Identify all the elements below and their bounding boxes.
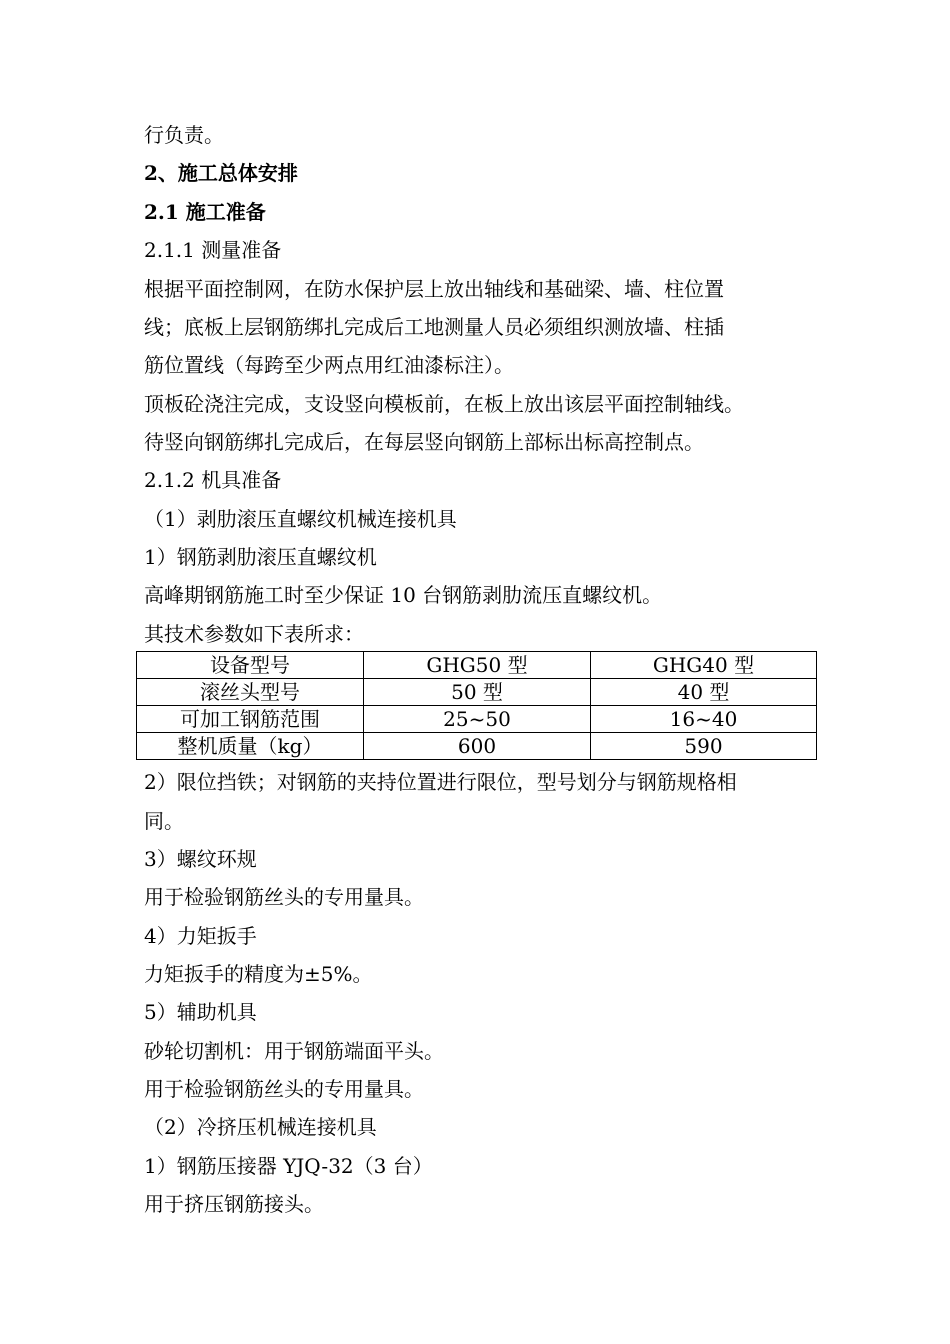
text-line: 同。 [144, 809, 184, 833]
table-row [137, 679, 817, 706]
table-cell: 可加工钢筋范围 [137, 706, 364, 733]
table-cell: 整机质量（kg） [137, 733, 364, 760]
text-line: 3）螺纹环规 [144, 847, 257, 871]
table-header-row [137, 652, 817, 679]
table-cell: 25~50 [364, 706, 591, 733]
text-line: 1）钢筋压接器 YJQ-32（3 台） [144, 1154, 433, 1178]
text-line: 线；底板上层钢筋绑扎完成后工地测量人员必须组织测放墙、柱插 [144, 315, 724, 339]
text-line: 根据平面控制网，在防水保护层上放出轴线和基础梁、墙、柱位置 [144, 277, 724, 301]
text-line: 筋位置线（每跨至少两点用红油漆标注）。 [144, 353, 514, 377]
table-header-cell: GHG40 型 [591, 652, 817, 679]
table-row [137, 706, 817, 733]
sub-subsection-heading: 2.1.1 测量准备 [144, 238, 282, 262]
text-line: （2）冷挤压机械连接机具 [144, 1115, 377, 1139]
text-line: 砂轮切割机：用于钢筋端面平头。 [144, 1039, 444, 1063]
text-line: 其技术参数如下表所求： [144, 622, 364, 646]
text-line: 高峰期钢筋施工时至少保证 10 台钢筋剥肋流压直螺纹机。 [144, 583, 663, 607]
text-line: （1）剥肋滚压直螺纹机械连接机具 [144, 507, 457, 531]
table-row [137, 733, 817, 760]
table-cell: 16~40 [591, 706, 817, 733]
table-header-cell: 设备型号 [137, 652, 364, 679]
section-heading: 2、施工总体安排 [144, 161, 298, 185]
text-line: 顶板砼浇注完成，支设竖向模板前，在板上放出该层平面控制轴线。 [144, 392, 744, 416]
table-cell: 50 型 [364, 679, 591, 706]
text-line: 待竖向钢筋绑扎完成后，在每层竖向钢筋上部标出标高控制点。 [144, 430, 704, 454]
text-line: 力矩扳手的精度为±5%。 [144, 962, 373, 986]
text-line: 行负责。 [144, 123, 224, 147]
text-line: 1）钢筋剥肋滚压直螺纹机 [144, 545, 377, 569]
text-line: 4）力矩扳手 [144, 924, 257, 948]
table-cell: 40 型 [591, 679, 817, 706]
table-cell: 600 [364, 733, 591, 760]
text-line: 用于挤压钢筋接头。 [144, 1192, 324, 1216]
text-line: 5）辅助机具 [144, 1000, 257, 1024]
spec-table [136, 651, 817, 760]
table-cell: 590 [591, 733, 817, 760]
text-line: 用于检验钢筋丝头的专用量具。 [144, 1077, 424, 1101]
text-line: 用于检验钢筋丝头的专用量具。 [144, 885, 424, 909]
sub-subsection-heading: 2.1.2 机具准备 [144, 468, 282, 492]
table-cell: 滚丝头型号 [137, 679, 364, 706]
text-line: 2）限位挡铁；对钢筋的夹持位置进行限位，型号划分与钢筋规格相 [144, 770, 737, 794]
subsection-heading: 2.1 施工准备 [144, 200, 266, 224]
table-header-cell: GHG50 型 [364, 652, 591, 679]
